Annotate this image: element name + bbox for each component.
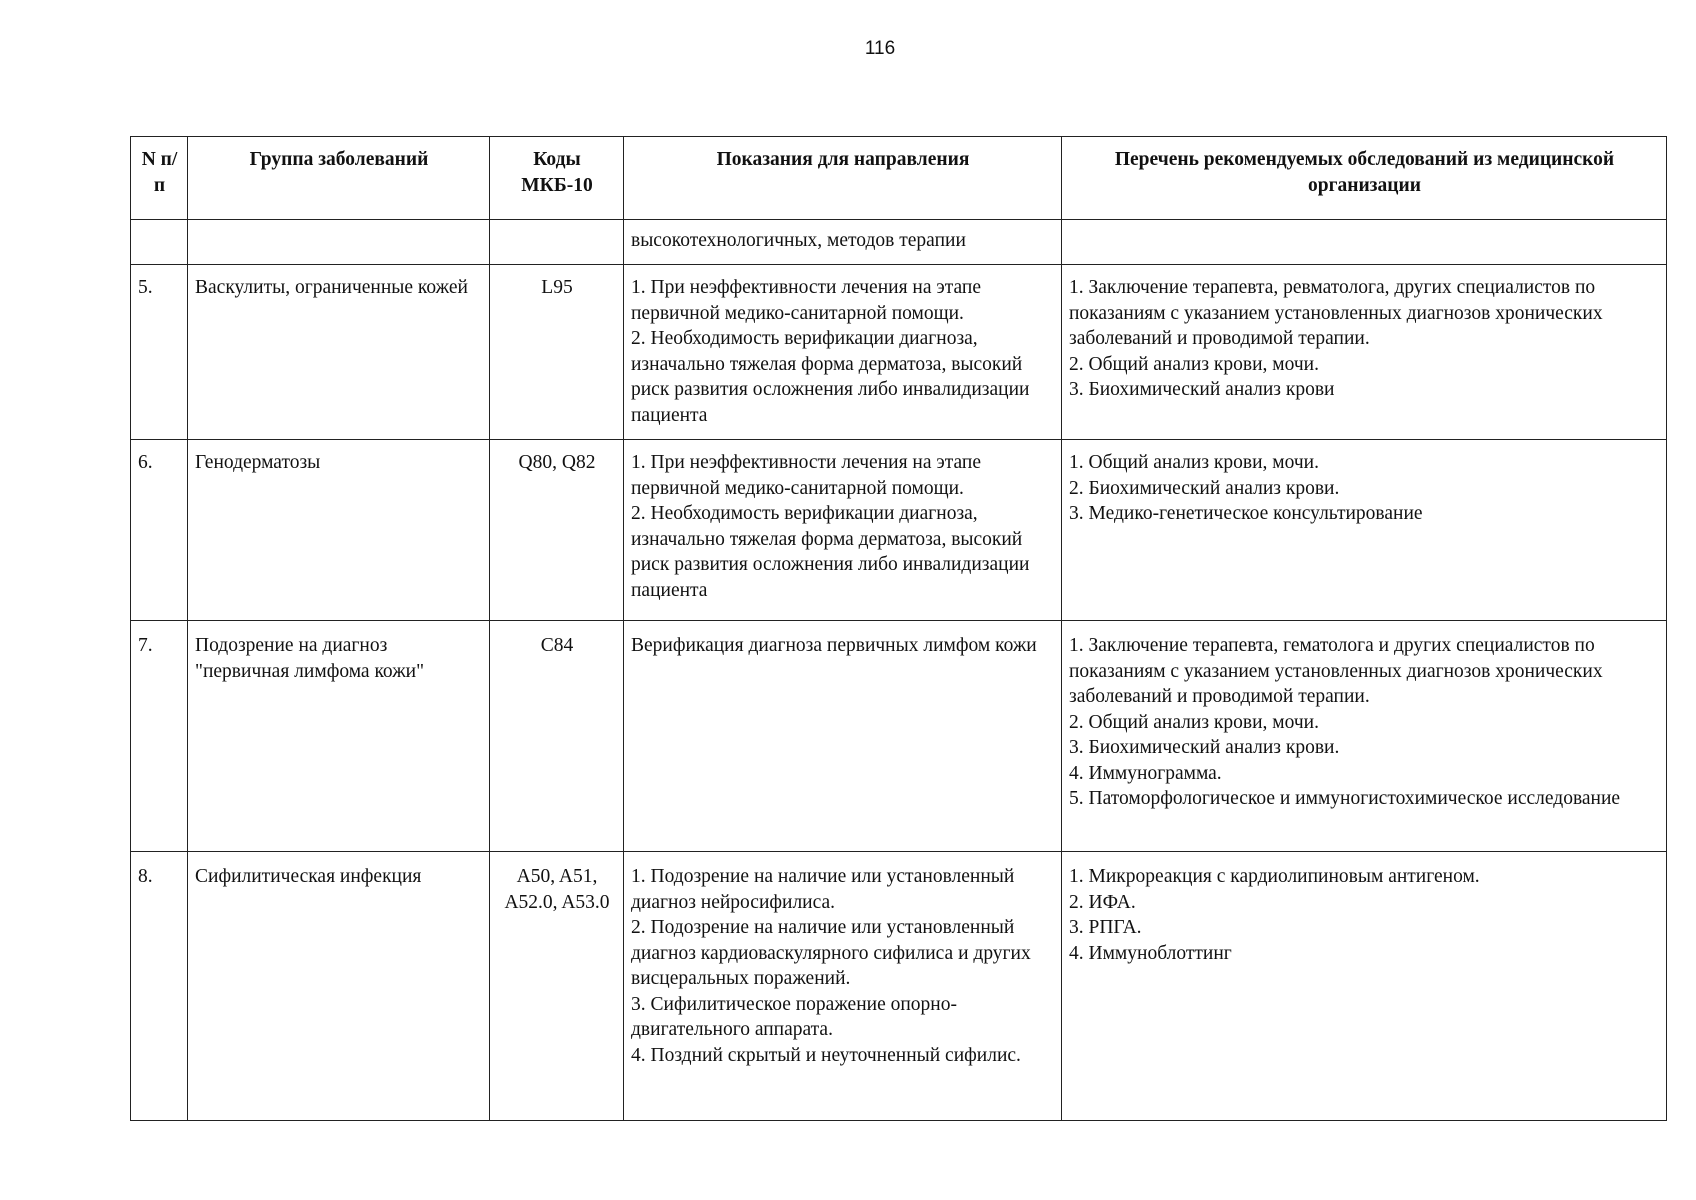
exam-line: 1. Микрореакция с кардиолипиновым антигеном. <box>1069 866 1480 887</box>
cell-indications <box>624 621 1062 852</box>
exam-line: 1. Заключение терапевта, гематолога и других специалистов по показаниям с указанием установленных диагнозов хронических заболеваний и проводимой терапии. <box>1069 635 1603 707</box>
table-row-continuation <box>131 220 1667 265</box>
cell-indications <box>624 220 1062 265</box>
page-number: 116 <box>864 38 896 59</box>
referral-table-container <box>130 136 1666 1121</box>
exam-line: 1. Заключение терапевта, ревматолога, других специалистов по показаниям с указанием установленных диагнозов хронических заболеваний и проводимой терапии. <box>1069 277 1603 349</box>
table-row <box>131 440 1667 621</box>
exam-line: 4. Иммуноблоттинг <box>1069 942 1232 964</box>
header-disease-group: Группа заболеваний <box>188 137 490 220</box>
header-indications: Показания для направления <box>624 137 1062 220</box>
exam-line: 3. РПГА. <box>1069 917 1142 938</box>
indication-line: Верификация диагноза первичных лимфом кожи <box>631 635 1037 656</box>
indication-line: 2. Необходимость верификации диагноза, изначально тяжелая форма дерматоза, высокий риск развития осложнения либо инвалидизации пациента <box>631 328 1030 426</box>
indication-line: 1. Подозрение на наличие или установленный диагноз нейросифилиса. <box>631 866 1015 913</box>
exam-line: 2. Биохимический анализ крови. <box>1069 477 1340 499</box>
cell-number: 8. <box>131 852 188 1121</box>
exam-line: 1. Общий анализ крови, мочи. <box>1069 452 1319 473</box>
header-icd10-codes: Коды МКБ-10 <box>490 137 624 220</box>
header-number: N п/п <box>131 137 188 220</box>
cell-group <box>188 220 490 265</box>
cell-group: Генодерматозы <box>188 440 490 621</box>
referral-table <box>130 136 1667 1121</box>
exam-line: 5. Патоморфологическое и иммуногистохимическое исследование <box>1069 788 1621 809</box>
cell-group: Подозрение на диагноз "первичная лимфома кожи" <box>188 621 490 852</box>
indication-line: 4. Поздний скрытый и неуточненный сифилис. <box>631 1044 1021 1066</box>
exam-line: 3. Биохимический анализ крови. <box>1069 737 1340 758</box>
cell-codes: C84 <box>490 621 624 852</box>
indication-line: 3. Сифилитическое поражение опорно-двигательного аппарата. <box>631 993 957 1040</box>
cell-codes: A50, A51, A52.0, A53.0 <box>490 852 624 1121</box>
indication-line: 2. Подозрение на наличие или установленный диагноз кардиоваскулярного сифилиса и других висцеральных поражений. <box>631 917 1031 989</box>
cell-number: 5. <box>131 265 188 440</box>
cell-exams <box>1062 621 1667 852</box>
exam-line: 2. ИФА. <box>1069 891 1136 913</box>
indication-line: 1. При неэффективности лечения на этапе первичной медико-санитарной помощи. <box>631 277 982 324</box>
cell-group: Сифилитическая инфекция <box>188 852 490 1121</box>
cell-indications <box>624 265 1062 440</box>
cell-codes: Q80, Q82 <box>490 440 624 621</box>
header-recommended-exams: Перечень рекомендуемых обследований из медицинской организации <box>1062 137 1667 220</box>
cell-number <box>131 220 188 265</box>
table-header <box>131 137 1667 220</box>
cell-codes <box>490 220 624 265</box>
table-row <box>131 852 1667 1121</box>
cell-codes: L95 <box>490 265 624 440</box>
indication-line: 1. При неэффективности лечения на этапе первичной медико-санитарной помощи. <box>631 452 982 499</box>
indication-line: высокотехнологичных, методов терапии <box>631 230 966 251</box>
exam-line: 3. Медико-генетическое консультирование <box>1069 503 1423 524</box>
cell-exams <box>1062 440 1667 621</box>
exam-line: 2. Общий анализ крови, мочи. <box>1069 711 1319 733</box>
cell-number: 6. <box>131 440 188 621</box>
indication-line: 2. Необходимость верификации диагноза, изначально тяжелая форма дерматоза, высокий риск развития осложнения либо инвалидизации пациента <box>631 503 1030 601</box>
cell-group: Васкулиты, ограниченные кожей <box>188 265 490 440</box>
cell-indications <box>624 852 1062 1121</box>
table-body <box>131 220 1667 1121</box>
exam-line: 3. Биохимический анализ крови <box>1069 379 1335 400</box>
cell-indications <box>624 440 1062 621</box>
cell-exams <box>1062 265 1667 440</box>
exam-line: 2. Общий анализ крови, мочи. <box>1069 353 1319 375</box>
cell-exams <box>1062 220 1667 265</box>
table-row <box>131 621 1667 852</box>
cell-exams <box>1062 852 1667 1121</box>
exam-line: 4. Иммунограмма. <box>1069 762 1222 784</box>
table-row <box>131 265 1667 440</box>
cell-number: 7. <box>131 621 188 852</box>
